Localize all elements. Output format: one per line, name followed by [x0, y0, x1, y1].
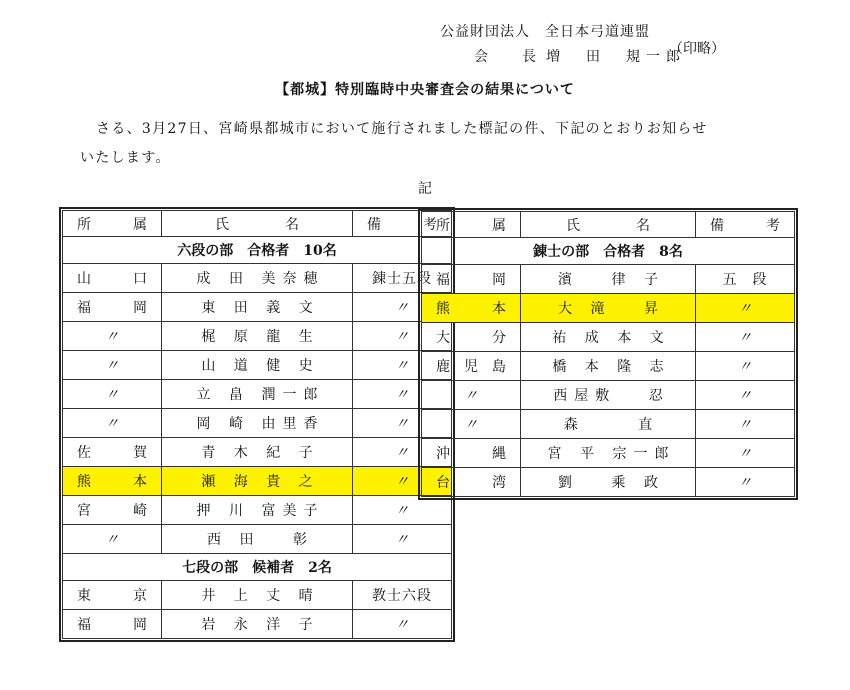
table-row	[63, 409, 452, 438]
name-cell: 西 田 彰	[162, 525, 353, 554]
president-role: 会 長	[474, 49, 546, 65]
section-header-row	[63, 554, 452, 581]
affiliation-cell: 〃	[422, 410, 521, 439]
table-row	[422, 468, 795, 497]
name-cell: 押 川 富美子	[162, 496, 353, 525]
affiliation-cell: 福 岡	[422, 265, 521, 294]
table-row	[422, 352, 795, 381]
remarks-cell: 〃	[696, 352, 795, 381]
body-text-line-2: いたします。	[80, 150, 171, 166]
president-name: 増 田 規一郎	[546, 49, 686, 65]
table-row	[422, 381, 795, 410]
remarks-cell: 五 段	[696, 265, 795, 294]
table-row	[422, 265, 795, 294]
affiliation-cell: 佐 賀	[63, 438, 162, 467]
table-row	[63, 438, 452, 467]
name-cell: 祐 成 本 文	[521, 323, 696, 352]
table-row	[422, 410, 795, 439]
affiliation-cell: 〃	[422, 381, 521, 410]
affiliation-cell: 熊 本	[63, 467, 162, 496]
table-row	[63, 525, 452, 554]
name-cell: 山 道 健 史	[162, 351, 353, 380]
name-cell: 劉 乘 政	[521, 468, 696, 497]
remarks-cell: 〃	[696, 410, 795, 439]
affiliation-cell: 宮 崎	[63, 496, 162, 525]
section-title: 錬士の部 合格者 8名	[422, 238, 795, 265]
table-row	[63, 293, 452, 322]
name-cell: 橋 本 隆 志	[521, 352, 696, 381]
affiliation-cell: 鹿児島	[422, 352, 521, 381]
affiliation-cell: 沖 縄	[422, 439, 521, 468]
affiliation-cell: 〃	[63, 525, 162, 554]
name-cell: 立 畠 潤一郎	[162, 380, 353, 409]
table-row	[422, 323, 795, 352]
remarks-cell: 〃	[353, 351, 452, 380]
remarks-cell: 〃	[696, 294, 795, 323]
table-row	[63, 351, 452, 380]
remarks-cell: 錬士五段	[353, 264, 452, 293]
section-header-row	[63, 237, 452, 264]
seal-note: （印略）	[669, 41, 725, 57]
header-name: 氏 名	[521, 212, 696, 238]
remarks-cell: 〃	[353, 496, 452, 525]
body-text-line-1: さる、3月27日、宮崎県都城市において施行されました標記の件、下記のとおりお知らせ	[96, 121, 708, 137]
affiliation-cell: 大 分	[422, 323, 521, 352]
table-row	[63, 610, 452, 639]
name-cell: 成 田 美奈穂	[162, 264, 353, 293]
name-cell: 宮 平 宗一郎	[521, 439, 696, 468]
section-title: 六段の部 合格者 10名	[63, 237, 452, 264]
remarks-cell: 〃	[696, 468, 795, 497]
table-row	[63, 322, 452, 351]
table-row	[63, 264, 452, 293]
remarks-cell: 〃	[353, 380, 452, 409]
header-affiliation: 所 属	[422, 212, 521, 238]
table-row	[422, 439, 795, 468]
affiliation-cell: 〃	[63, 409, 162, 438]
remarks-cell: 〃	[353, 467, 452, 496]
name-cell: 大 滝 昇	[521, 294, 696, 323]
remarks-cell: 〃	[696, 439, 795, 468]
header-name: 氏 名	[162, 211, 353, 237]
header-remarks: 備 考	[353, 211, 452, 237]
affiliation-cell: 山 口	[63, 264, 162, 293]
name-cell: 青 木 紀 子	[162, 438, 353, 467]
remarks-cell: 〃	[696, 381, 795, 410]
column-header-row	[422, 212, 795, 238]
remarks-cell: 教士六段	[353, 581, 452, 610]
document-title: 【都城】特別臨時中央審査会の結果について	[275, 82, 575, 98]
name-cell: 井 上 丈 晴	[162, 581, 353, 610]
table-row	[63, 581, 452, 610]
name-cell: 西屋敷 忍	[521, 381, 696, 410]
name-cell: 濱 律 子	[521, 265, 696, 294]
remarks-cell: 〃	[353, 438, 452, 467]
right-results-table	[421, 211, 795, 497]
name-cell: 瀬 海 貴 之	[162, 467, 353, 496]
affiliation-cell: 〃	[63, 380, 162, 409]
section-title: 七段の部 候補者 2名	[63, 554, 452, 581]
name-cell: 岩 永 洋 子	[162, 610, 353, 639]
affiliation-cell: 〃	[63, 351, 162, 380]
name-cell: 東 田 義 文	[162, 293, 353, 322]
section-header-row	[422, 238, 795, 265]
table-row	[63, 467, 452, 496]
header-affiliation: 所 属	[63, 211, 162, 237]
remarks-cell: 〃	[353, 525, 452, 554]
left-results-table	[62, 210, 452, 639]
header-remarks: 備 考	[696, 212, 795, 238]
table-row	[422, 294, 795, 323]
remarks-cell: 〃	[353, 409, 452, 438]
affiliation-cell: 福 岡	[63, 610, 162, 639]
organization-name: 公益財団法人 全日本弓道連盟	[440, 24, 650, 40]
name-cell: 岡 崎 由里香	[162, 409, 353, 438]
ki-heading: 記	[418, 181, 432, 197]
remarks-cell: 〃	[353, 322, 452, 351]
remarks-cell: 〃	[353, 610, 452, 639]
remarks-cell: 〃	[696, 323, 795, 352]
table-row	[63, 496, 452, 525]
name-cell: 梶 原 龍 生	[162, 322, 353, 351]
affiliation-cell: 熊 本	[422, 294, 521, 323]
table-row	[63, 380, 452, 409]
name-cell: 森 直	[521, 410, 696, 439]
affiliation-cell: 東 京	[63, 581, 162, 610]
affiliation-cell: 福 岡	[63, 293, 162, 322]
column-header-row	[63, 211, 452, 237]
affiliation-cell: 台 湾	[422, 468, 521, 497]
remarks-cell: 〃	[353, 293, 452, 322]
affiliation-cell: 〃	[63, 322, 162, 351]
